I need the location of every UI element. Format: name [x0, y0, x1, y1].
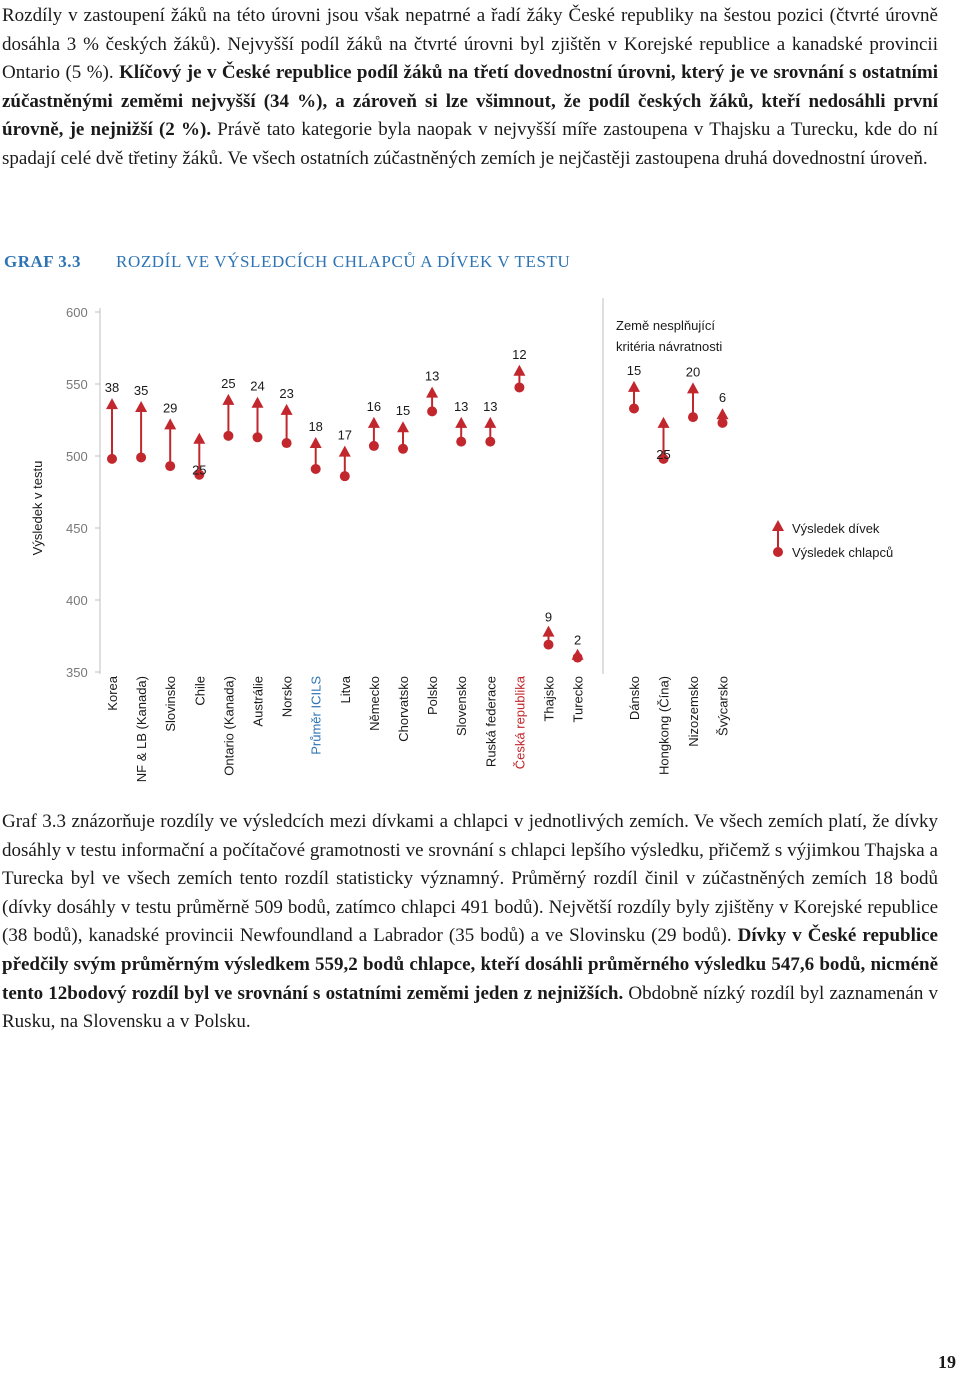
girls-point: [164, 418, 176, 429]
difference-label: 13: [453, 398, 469, 414]
country-mark-10: [396, 403, 411, 742]
country-label: Polsko: [425, 676, 441, 716]
discussion-text-bold: Dívky v České republice předčily svým průměrným výsledkem 559,2 bodů chlapce, kteří dosáhli průměrného výsledku 547,6 bodů, nicméně tento 12bodový rozdíl byl ve srovnání s ostatními zeměmi jeden z nejnižších.: [2, 925, 938, 1004]
difference-label: 13: [483, 398, 498, 414]
girls-point: [572, 649, 584, 660]
country-mark-15: [542, 610, 557, 722]
difference-label: 25: [192, 462, 207, 478]
boys-point: [165, 461, 175, 471]
girls-point: [135, 401, 147, 412]
country-label: Norsko: [279, 676, 295, 718]
girls-point: [368, 417, 380, 428]
boys-point: [427, 406, 437, 416]
discussion-text-2: Obdobně nízký rozdíl byl zaznamenán v Rusku, na Slovensku a v Polsku.: [2, 982, 939, 1033]
girls-point: [484, 417, 496, 428]
country-label: Německo: [366, 676, 382, 731]
girls-point: [397, 421, 409, 432]
country-label: Průměr ICILS: [308, 676, 324, 755]
country-label: Chorvatsko: [396, 676, 411, 742]
country-label: Thajsko: [541, 676, 557, 722]
girls-point: [426, 387, 438, 398]
boys-point: [629, 403, 639, 413]
y-tick-label: 350: [66, 665, 88, 680]
difference-label: 9: [544, 609, 553, 625]
country-mark-4: [221, 376, 236, 776]
country-mark-7: [308, 419, 323, 755]
intro-paragraph: [2, 2, 938, 174]
country-mark-18: [656, 417, 671, 775]
country-label: Slovinsko: [163, 676, 179, 732]
country-label: Austrálie: [250, 676, 266, 727]
discussion-paragraph: [2, 808, 938, 1037]
girls-point: [513, 365, 525, 376]
girls-point: [339, 446, 351, 457]
difference-label: 35: [133, 383, 149, 399]
boys-point: [223, 431, 233, 441]
chart-marks: [105, 347, 731, 782]
difference-label: 18: [308, 419, 323, 435]
country-mark-8: [338, 428, 353, 704]
boys-point: [456, 437, 466, 447]
y-tick-label: 550: [66, 377, 88, 392]
difference-label: 16: [366, 398, 382, 414]
country-label: NF & LB (Kanada): [134, 676, 150, 783]
boys-point: [340, 471, 350, 481]
country-mark-6: [279, 386, 294, 717]
y-tick-label: 500: [66, 449, 88, 464]
country-mark-12: [454, 399, 469, 736]
boys-point: [485, 437, 495, 447]
country-mark-2: [163, 400, 178, 731]
boys-point: [718, 418, 728, 428]
boys-point: [369, 441, 379, 451]
page-number: 19: [938, 1352, 956, 1372]
country-mark-14: [512, 347, 527, 769]
difference-label: 6: [718, 390, 727, 406]
group-note-line1: Země nesplňující: [616, 318, 715, 333]
boys-point: [514, 382, 524, 392]
difference-label: 12: [512, 346, 527, 362]
group-note-line2: kritéria návratnosti: [616, 339, 723, 354]
girls-point: [193, 433, 205, 444]
girls-point: [717, 408, 729, 419]
country-label: Dánsko: [627, 676, 642, 721]
country-mark-0: [105, 380, 120, 711]
country-mark-3: [192, 433, 207, 706]
intro-text-bold: Klíčový je v České republice podíl žáků na třetí dovednostní úrovni, který je ve srovnání s ostatními zúčastněnými zeměmi nejvyšší (34 %), a zároveň si lze všimnout, že podíl českých žáků, kteří nedosáhli první úrovně, je nejnižší (2 %).: [2, 62, 938, 141]
country-mark-17: [627, 363, 642, 720]
country-mark-20: [716, 390, 731, 736]
country-label: Korea: [105, 676, 120, 711]
difference-label: 13: [424, 368, 440, 384]
country-label: Chile: [192, 676, 208, 706]
country-mark-16: [571, 633, 586, 723]
country-label: Turecko: [570, 676, 586, 723]
country-label: Litva: [337, 676, 353, 704]
chart-legend: [772, 520, 893, 560]
difference-label: 20: [685, 364, 701, 380]
country-mark-13: [483, 399, 498, 767]
girls-point: [687, 382, 699, 393]
intro-text-2: Právě tato kategorie byla naopak v nejvyšší míře zastoupena v Thajsku a Turecku, kde do ní spadají celé dvě třetiny žáků. Ve všech ostatních zúčastněných zemích je nejčastěji zastoupena druhá dovednostní úroveň.: [2, 119, 938, 169]
boys-point: [253, 432, 263, 442]
difference-label: 25: [656, 446, 671, 462]
difference-label: 29: [162, 400, 178, 416]
boys-point: [311, 464, 321, 474]
difference-label: 15: [626, 362, 642, 378]
difference-label: 15: [395, 403, 411, 419]
country-label: Švýcarsko: [715, 676, 731, 736]
country-mark-11: [425, 369, 440, 715]
country-mark-19: [686, 364, 701, 746]
y-axis-label: Výsledek v testu: [30, 460, 45, 556]
country-label: Nizozemsko: [686, 676, 701, 747]
boys-point: [107, 454, 117, 464]
girls-point: [543, 626, 555, 637]
country-label: Hongkong (Čína): [656, 676, 672, 775]
difference-label: 24: [250, 378, 265, 394]
graph-number: GRAF 3.3: [4, 252, 82, 271]
country-mark-5: [250, 379, 265, 727]
girls-point: [281, 404, 293, 415]
country-label: Česká republika: [512, 676, 528, 770]
intro-text-1: Rozdíly v zastoupení žáků na této úrovni jsou však nepatrné a řadí žáky České republiky na šestou pozici (čtvrté úrovně dosáhla 3 % českých žáků). Nejvyšší podíl žáků na čtvrté úrovni byl zjištěn v Korejské republice a kanadské provincii Ontario (5 %).: [2, 5, 938, 84]
boys-point: [136, 452, 146, 462]
boys-point: [282, 438, 292, 448]
country-mark-9: [367, 399, 382, 731]
girls-point: [658, 417, 670, 428]
girls-point: [252, 397, 264, 408]
legend-boys-label: Výsledek chlapců: [792, 545, 894, 560]
discussion-text-1: Graf 3.3 znázorňuje rozdíly ve výsledcích mezi dívkami a chlapci v jednotlivých zemích. Ve všech zemích platí, že dívky dosáhly v testu informační a počítačové gramotnosti ve srovnání s chlapci lepšího výsledku, přičemž s výjimkou Thajska a Turecka byl ve všech zemích tento rozdíl statisticky významný. Průměrný rozdíl činil v zúčastněných zemích 18 bodů (dívky dosáhly v testu průměrně 509 bodů, zatímco chlapci 491 bodů). Největší rozdíly byly zjištěny v Korejské republice (38 bodů), kanadské provincii Newfoundland a Labrador (35 bodů) a ve Slovinsku (29 bodů).: [2, 811, 938, 947]
legend-boys-icon: [773, 538, 783, 557]
gender-difference-chart: [0, 290, 960, 800]
difference-label: 38: [104, 380, 120, 396]
country-mark-1: [134, 383, 149, 782]
legend-girls-icon: [772, 520, 784, 540]
difference-label: 2: [573, 632, 582, 648]
graph-title: ROZDÍL VE VÝSLEDCÍCH CHLAPCŮ A DÍVEK V TESTU: [116, 252, 571, 271]
y-tick-label: 450: [66, 521, 88, 536]
y-tick-label: 600: [66, 305, 88, 320]
y-tick-label: 400: [66, 593, 88, 608]
boys-point: [688, 412, 698, 422]
girls-point: [222, 394, 234, 405]
country-label: Ontario (Kanada): [221, 676, 237, 776]
boys-point: [544, 640, 554, 650]
girls-point: [106, 398, 118, 409]
difference-label: 17: [337, 427, 353, 443]
girls-point: [455, 417, 467, 428]
country-label: Ruská federace: [483, 676, 499, 768]
boys-point: [398, 444, 408, 454]
legend-girls-label: Výsledek dívek: [792, 521, 880, 536]
difference-label: 23: [279, 385, 294, 401]
country-label: Slovensko: [454, 676, 470, 736]
difference-label: 25: [221, 375, 236, 391]
girls-point: [310, 437, 322, 448]
girls-point: [628, 381, 640, 392]
